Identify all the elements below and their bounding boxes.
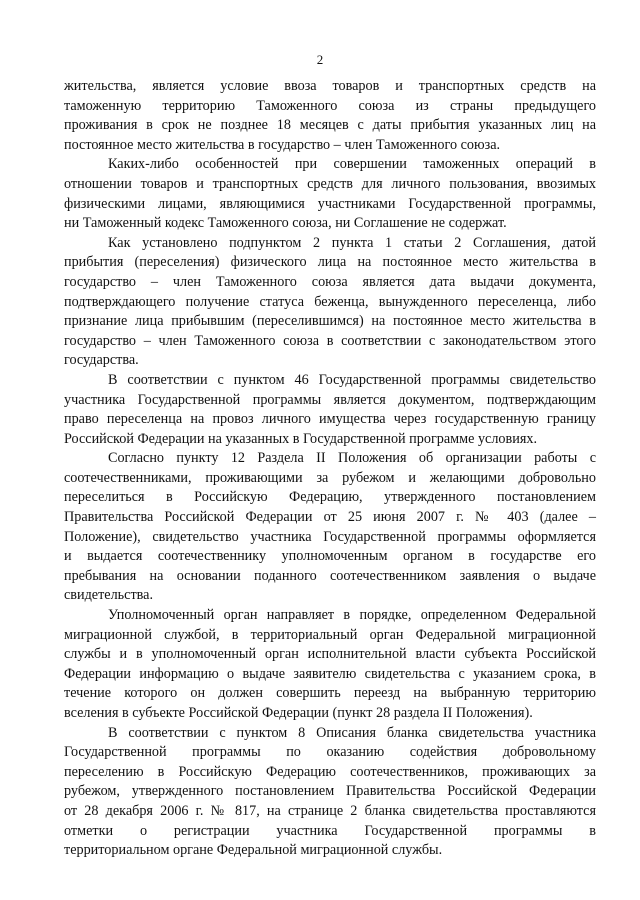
paragraph (64, 606, 596, 724)
text-line: ни Таможенный кодекс Таможенного союза, ни Соглашение не содержат. (64, 215, 507, 232)
paragraph (64, 371, 596, 449)
text-line: от 28 декабря 2006 г. № 817, на странице 2 бланка свидетельства проставляются (64, 802, 596, 819)
text-line: отметки о регистрации участника Государственной программы в (64, 822, 596, 839)
text-line: таможенную территорию Таможенного союза из страны предыдущего (64, 97, 596, 114)
text-line: подтверждающего получение статуса беженца, вынужденного переселенца, либо (64, 293, 596, 310)
text-line: Правительства Российской Федерации от 25 июня 2007 г. № 403 (далее – (64, 509, 596, 526)
text-line: пребывания на основании поданного соотечественником заявления о выдаче (64, 567, 596, 584)
text-line: жительства, является условие ввоза товаров и транспортных средств на (64, 78, 596, 94)
text-line: участника Государственной программы является документом, подтверждающим (64, 391, 596, 408)
text-line: территориальном органе Федеральной миграционной службы. (64, 842, 443, 859)
text-line: вселения в субъекте Российской Федерации (пункт 28 раздела II Положения). (64, 705, 533, 721)
text-line: государство – член Таможенного союза в соответствии с законодательством этого (64, 332, 596, 349)
text-line: государства. (64, 352, 139, 369)
page-number: 2 (316, 52, 324, 67)
paragraph (64, 724, 596, 861)
text-line: постоянное место жительства в государство – член Таможенного союза. (64, 136, 501, 153)
paragraph (64, 155, 596, 233)
text-line: Государственной программы по оказанию содействия добровольному (64, 744, 596, 761)
text-line: службы и в уполномоченный орган исполнительной власти субъекта Российской (64, 646, 596, 663)
text-line: Положение), свидетельство участника Государственной программы оформляется (64, 528, 596, 545)
paragraph (64, 234, 596, 371)
paragraph (64, 449, 596, 606)
text-line: течение которого он должен совершить переезд на выбранную территорию (64, 685, 596, 702)
text-line: свидетельства. (64, 587, 154, 604)
text-line: отношении товаров и транспортных средств для личного пользования, ввозимых (64, 175, 596, 192)
text-line: государство – член Таможенного союза является дата выдачи документа, (64, 273, 596, 290)
text-line: и выдается соотечественнику уполномоченным органом в государстве его (64, 548, 596, 565)
text-line: проживания в срок не позднее 18 месяцев с даты прибытия указанных лиц на (64, 117, 596, 134)
text-line: В соответствии с пунктом 46 Государственной программы свидетельство (108, 371, 596, 388)
text-line: Уполномоченный орган направляет в порядке, определенном Федеральной (108, 607, 596, 624)
text-line: физическими лицами, являющимися участниками Государственной программы, (64, 195, 596, 212)
text-line: соотечественниками, проживающими за рубежом и желающими добровольно (64, 469, 596, 486)
text-line: переселиться в Российскую Федерацию, утвержденного постановлением (64, 489, 596, 506)
document-body (64, 77, 596, 861)
text-line: право переселенца на провоз личного имущества через государственную границу (64, 411, 596, 428)
text-line: Согласно пункту 12 Раздела II Положения об организации работы с (108, 450, 596, 467)
text-line: признание лица прибывшим (переселившимся) на постоянное место жительства в (64, 313, 596, 330)
text-line: рубежом, утвержденного постановлением Правительства Российской Федерации (64, 783, 596, 800)
text-line: миграционной службой, в территориальный орган Федеральной миграционной (64, 626, 596, 643)
text-line: прибытия (переселения) физического лица на постоянное место жительства в (64, 254, 596, 271)
text-line: Федерации информацию о выдаче заявителю свидетельства с указанием срока, в (64, 665, 596, 682)
text-line: Каких-либо особенностей при совершении таможенных операций в (108, 156, 596, 173)
text-line: Российской Федерации на указанных в Государственной программе условиях. (64, 430, 537, 447)
text-line: В соответствии с пунктом 8 Описания бланка свидетельства участника (108, 724, 596, 741)
paragraph (64, 77, 596, 155)
text-line: переселению в Российскую Федерацию соотечественников, проживающих за (64, 763, 596, 780)
text-line: Как установлено подпунктом 2 пункта 1 статьи 2 Соглашения, датой (108, 234, 596, 251)
